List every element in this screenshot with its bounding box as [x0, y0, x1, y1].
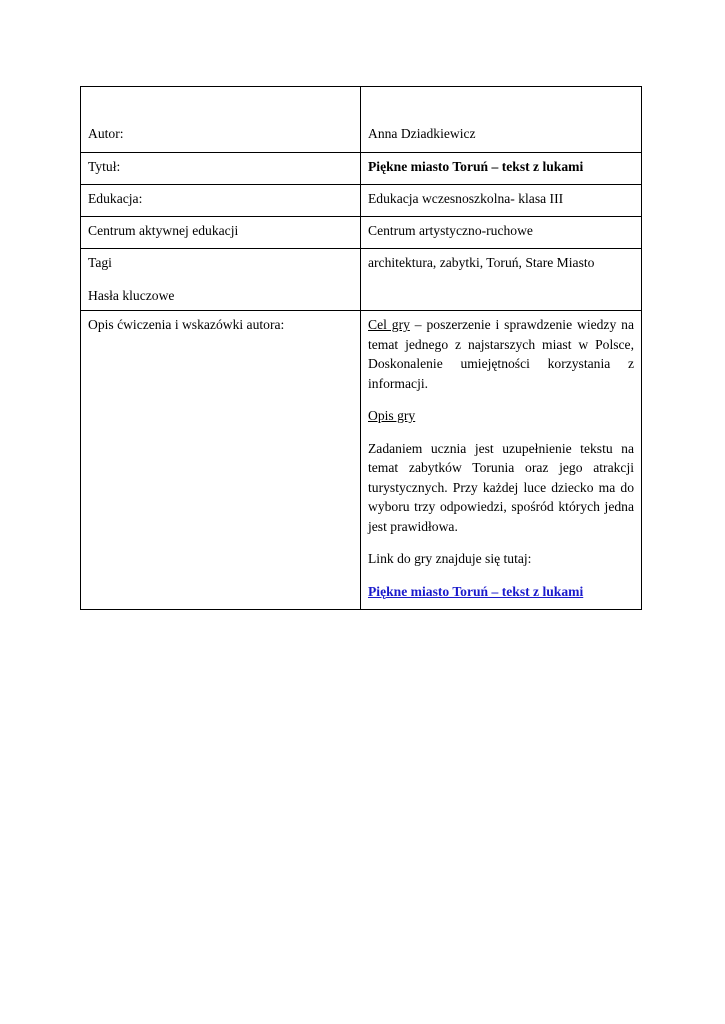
goal-paragraph [368, 315, 634, 393]
table-row-author [81, 87, 642, 153]
game-link-paragraph [368, 582, 634, 602]
education-value: Edukacja wczesnoszkolna- klasa III [361, 185, 642, 217]
game-link[interactable]: Piękne miasto Toruń – tekst z lukami [368, 583, 584, 599]
game-heading: Opis gry [368, 408, 416, 423]
center-value: Centrum artystyczno-ruchowe [361, 217, 642, 249]
author-label: Autor: [81, 87, 361, 153]
title-value: Piękne miasto Toruń – tekst z lukami [361, 153, 642, 185]
goal-text: – poszerzenie i sprawdzenie wiedzy na temat jednego z najstarszych miast w Polsce, Doskonalenie umiejętności korzystania z informacji. [368, 317, 634, 391]
author-value: Anna Dziadkiewicz [361, 87, 642, 153]
keywords-label: Hasła kluczowe [88, 287, 175, 303]
description-cell [361, 311, 642, 610]
title-label: Tytuł: [81, 153, 361, 185]
lesson-info-table [80, 86, 642, 610]
table-row-center [81, 217, 642, 249]
description-label: Opis ćwiczenia i wskazówki autora: [81, 311, 361, 610]
table-row-tags [81, 249, 642, 311]
table-row-education [81, 185, 642, 217]
game-heading-paragraph [368, 406, 634, 426]
table-row-description [81, 311, 642, 610]
table-row-title [81, 153, 642, 185]
education-label: Edukacja: [81, 185, 361, 217]
game-text: Zadaniem ucznia jest uzupełnienie tekstu na temat zabytków Torunia oraz jego atrakcji turystycznych. Przy każdej luce dziecko ma do wyboru trzy odpowiedzi, spośród których jedna jest prawidłowa. [368, 440, 634, 534]
goal-heading: Cel gry [368, 317, 410, 332]
tags-value: architektura, zabytki, Toruń, Stare Miasto [361, 249, 642, 311]
center-label: Centrum aktywnej edukacji [81, 217, 361, 249]
tags-label: Tagi [88, 255, 112, 270]
tags-label-cell [81, 249, 361, 311]
link-intro: Link do gry znajduje się tutaj: [368, 551, 532, 566]
